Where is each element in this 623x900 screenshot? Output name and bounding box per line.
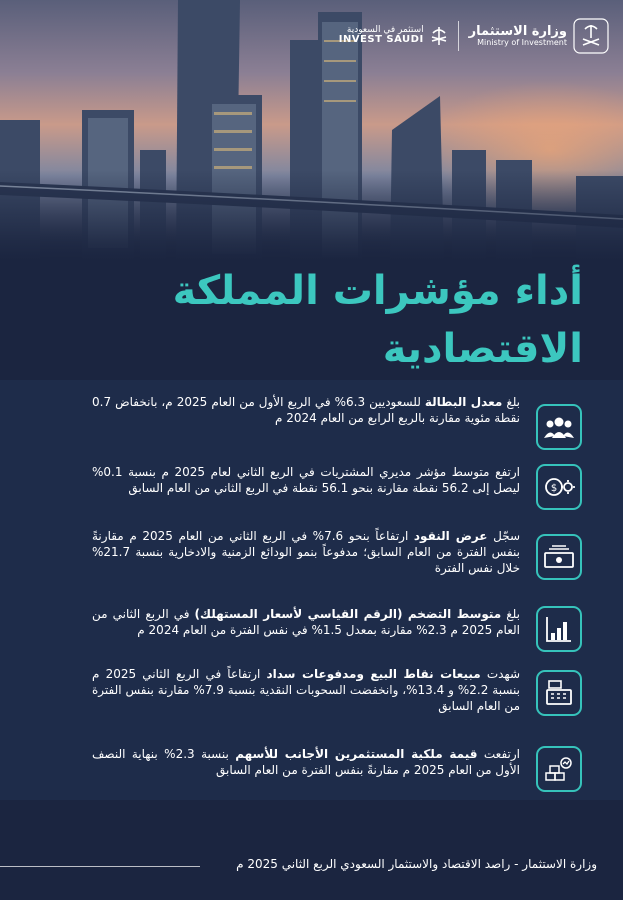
- logo-separator: [458, 21, 459, 51]
- ministry-logo: [469, 18, 609, 54]
- invest-saudi-english: INVEST SAUDI: [338, 34, 424, 46]
- page-title: أداء مؤشرات المملكة الاقتصادية: [172, 268, 583, 372]
- indicators-panel: [0, 380, 623, 800]
- saudi-emblem-icon: [573, 18, 609, 54]
- icon-box: [536, 464, 582, 510]
- indicator-text: سجّل عرض النقود ارتفاعاً بنحو 7.6% في الربع الثاني من العام 2025 م مقارنةً بنفس الفترة من العام السابق؛ مدفوعاً بنمو الودائع الزمنية والادخارية بنسبة 21.7% خلال نفس الفترة: [92, 529, 520, 575]
- cash-icon: [543, 545, 575, 569]
- indicator-text: ارتفعت قيمة ملكية المستثمرين الأجانب للأسهم بنسبة 2.3% بنهاية النصف الأول من العام 2025 م مقارنةً بنفس الفترة من العام السابق: [92, 747, 520, 777]
- icon-box: [536, 746, 582, 792]
- icon-box: [536, 670, 582, 716]
- stock-bricks-icon: [544, 755, 574, 783]
- header-logos: [339, 18, 609, 54]
- footer-divider: [0, 866, 200, 867]
- money-gear-icon: [543, 473, 575, 501]
- icon-box: [536, 534, 582, 580]
- invest-saudi-logo: [339, 25, 448, 47]
- cash-register-icon: [545, 679, 573, 707]
- indicator-text: ارتفع متوسط مؤشر مديري المشتريات في الربع الثاني لعام 2025 م بنسبة 0.1% ليصل إلى 56.2 نقطة مقارنة بنحو 56.1 نقطة في الربع الثاني من العام السابق: [92, 465, 521, 495]
- people-group-icon: [544, 414, 574, 440]
- ministry-arabic: وزارة الاستثمار: [468, 23, 567, 39]
- bar-chart-icon: [545, 615, 573, 643]
- invest-saudi-emblem-icon: [430, 25, 448, 47]
- svg-text:$: $: [550, 483, 558, 494]
- skyline-hero-image: [0, 0, 623, 260]
- icon-box: [536, 606, 582, 652]
- indicator-text: بلغ متوسط التضخم (الرقم القياسي لأسعار المستهلك) في الربع الثاني من العام 2025 م 2.3% مقارنة بمعدل 1.5% في نفس الفترة من العام 2024 م: [92, 607, 520, 637]
- invest-saudi-arabic: استثمر في السعودية: [346, 25, 424, 36]
- indicator-text: بلغ معدل البطالة للسعوديين 6.3% في الربع الأول من العام 2025 م، بانخفاض 0.7 نقطة مئوية مقارنة بالربع الرابع من العام 2024 م: [92, 395, 521, 425]
- indicator-text: شهدت مبيعات نقاط البيع ومدفوعات سداد ارتفاعاً في الربع الثاني 2025 م بنسبة 2.2% و 13.4%، وانخفضت السحوبات النقدية بنسبة 7.9% مقارنة بنفس الفترة من العام السابق: [92, 667, 520, 713]
- footer-source: وزارة الاستثمار - راصد الاقتصاد والاستثمار السعودي الربع الثاني 2025 م: [236, 857, 597, 871]
- ministry-english: Ministry of Investment: [477, 37, 567, 47]
- icon-box: [536, 404, 582, 450]
